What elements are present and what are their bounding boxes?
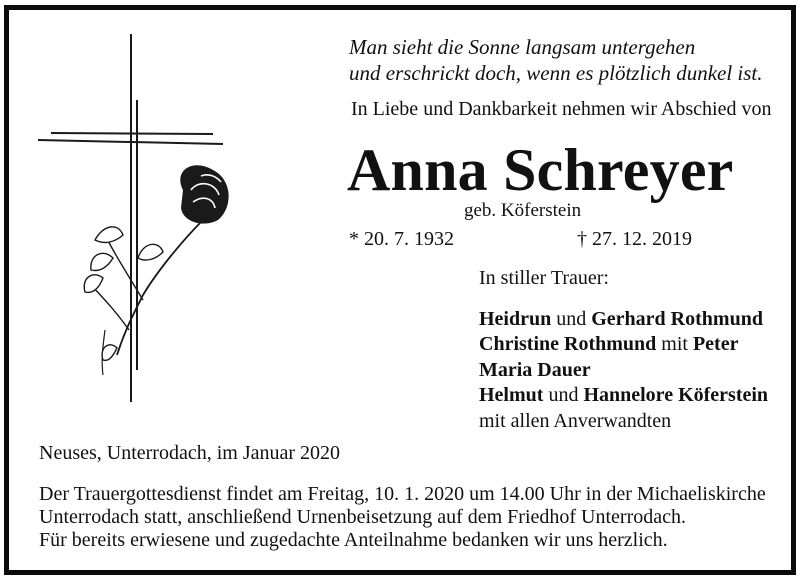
service-line-1: Der Trauergottesdienst findet am Freitag, 10. 1. 2020 um 14.00 Uhr in der Michaeliskirche [39,483,766,505]
obituary-notice [4,5,796,575]
birth-date: * 20. 7. 1932 [349,228,454,250]
intro-text: In Liebe und Dankbarkeit nehmen wir Abschied von [351,98,772,120]
mourner-line: Helmut und Hannelore Köferstein [479,384,769,407]
service-line-3: Für bereits erwiesene und zugedachte Anteilnahme bedanken wir uns herzlich. [39,529,668,551]
mourner-line: Christine Rothmund mit Peter [479,333,739,356]
place-date: Neuses, Unterrodach, im Januar 2020 [39,442,341,464]
cross-with-rose-icon [33,30,243,410]
mourners-footer: mit allen Anverwandten [479,409,672,432]
service-line-2: Unterrodach statt, anschließend Urnenbeisetzung auf dem Friedhof Unterrodach. [39,506,686,528]
motto-line-1: Man sieht die Sonne langsam untergehen [349,35,696,59]
motto-line-2: und erschrickt doch, wenn es plötzlich dunkel ist. [349,61,763,85]
mourners-list [479,307,768,434]
deceased-name: Anna Schreyer [347,137,734,203]
mourner-line: Heidrun und Gerhard Rothmund [479,308,763,330]
service-info [39,483,766,552]
born-name: geb. Köferstein [464,200,582,221]
mourner-line: Maria Dauer [479,358,591,381]
mourning-label: In stiller Trauer: [479,267,609,289]
death-date: † 27. 12. 2019 [577,228,692,250]
